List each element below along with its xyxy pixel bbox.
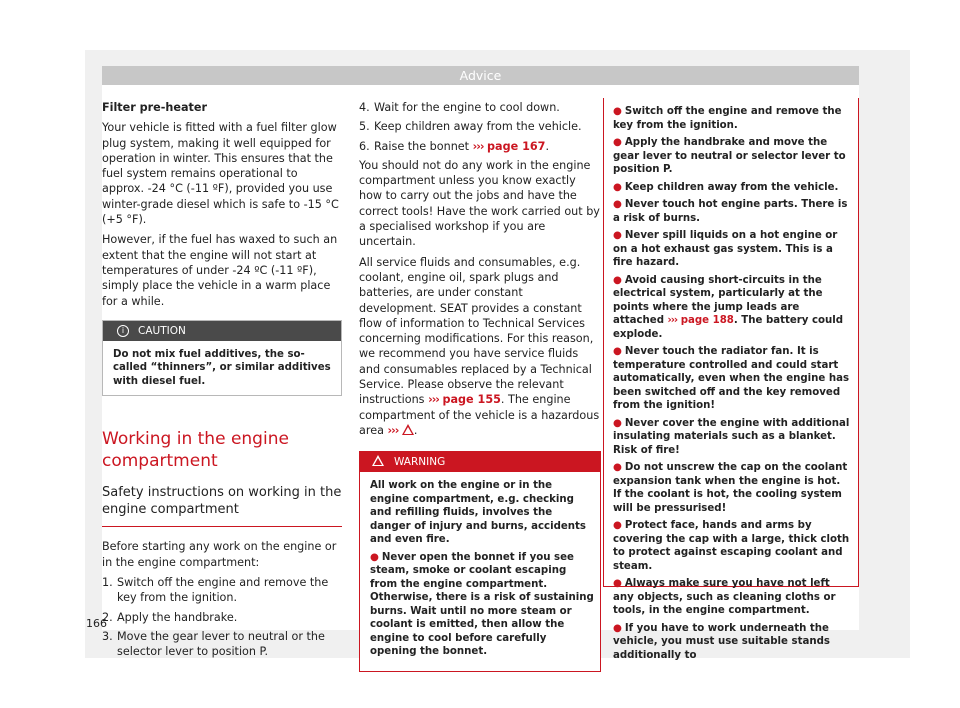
step-item: 3. Move the gear lever to neutral or the selector lever to position P. <box>102 629 325 659</box>
warning-body <box>360 472 600 671</box>
filter-heading: Filter pre-heater <box>102 101 207 114</box>
warning-bullet: ● Keep children away from the vehicle. <box>613 181 839 193</box>
bullet-icon: ● <box>613 520 622 531</box>
warning-triangle-icon[interactable] <box>402 424 414 435</box>
warning-bullet: ● Never touch the radiator fan. It is temperature controlled and could start automatically, even when the engine has been switched off and the key removed from the ignition! <box>613 346 850 411</box>
warning-bullet: ● Protect face, hands and arms by covering the cap with a large, thick cloth to protect against escaping coolant and steam. <box>613 520 850 572</box>
column-right <box>603 98 859 661</box>
page-link-155[interactable]: page 155 <box>442 393 501 407</box>
work-paragraph: You should not do any work in the engine compartment unless you know exactly how to carry out the jobs and have the correct tools! Have the work carried out by a specialised workshop if you are uncertain. <box>359 158 600 249</box>
warning-bullet: ● Avoid causing short-circuits in the electrical system, particularly at the points where the jump leads are attached ››› page 188. The battery could explode. <box>613 274 844 340</box>
bullet-icon: ● <box>613 417 622 429</box>
warning-bullet: ● Never open the bonnet if you see steam, smoke or coolant escaping from the engine compartment. Otherwise, there is a risk of sustaining burns. Wait until no more steam or coolant is emitted, then allow the engine to cool before carefully opening the bonnet. <box>370 551 594 658</box>
page-ref-arrows: ››› <box>428 393 439 407</box>
step-item: 2. Apply the handbrake. <box>102 610 238 624</box>
warning-bullet: ● Apply the handbrake and move the gear lever to neutral or selector lever to position P. <box>613 137 846 175</box>
warning-bullet: ● If you have to work underneath the vehicle, you must use suitable stands additionally to <box>613 622 830 661</box>
bullet-icon: ● <box>613 346 622 357</box>
step-item: 4. Wait for the engine to cool down. <box>359 101 560 114</box>
warning-box <box>359 451 601 672</box>
section-title: Working in the engine compartment <box>102 429 289 472</box>
bullet-icon: ● <box>613 137 622 148</box>
bullet-icon: ● <box>613 462 622 473</box>
filter-paragraph-1: Your vehicle is fitted with a fuel filter glow plug system, making it well equipped for operation in winter. This ensures that the fuel system remains operational to approx. -24 °C (-11 ºF), provided you use winter-grade diesel which is safe to -15 °C (+5 °F). <box>102 121 339 227</box>
bullet-icon: ● <box>370 551 379 563</box>
warning-bullet: ● Do not unscrew the cap on the coolant expansion tank when the engine is hot. If the coolant is hot, the cooling system will be pressurised! <box>613 462 848 514</box>
bullet-icon: ● <box>613 199 622 210</box>
page-ref-arrows: ››› <box>472 139 484 153</box>
caution-header <box>103 321 341 341</box>
page-link-188[interactable]: page 188 <box>680 315 734 326</box>
bullet-icon: ● <box>613 622 622 634</box>
page-link-167[interactable]: page 167 <box>487 139 546 153</box>
caution-text: Do not mix fuel additives, the so-called “thinners”, or similar additives with diesel fuel. <box>113 348 331 387</box>
page-ref-arrows: ››› <box>387 423 399 437</box>
intro-text: Before starting any work on the engine or in the engine compartment: <box>102 540 337 569</box>
warning-header <box>360 452 600 472</box>
bullet-icon: ● <box>613 230 622 241</box>
step-item: 6. Raise the bonnet ››› page 167. <box>359 139 550 153</box>
info-icon: i <box>117 325 129 337</box>
bullet-icon: ● <box>613 578 622 589</box>
bullet-icon: ● <box>613 274 622 286</box>
warning-bullet: ● Always make sure you have not left any objects, such as cleaning cloths or tools, in the engine compartment. <box>613 578 836 616</box>
subsection-title: Safety instructions on working in the engine compartment <box>102 484 342 527</box>
steps-list-2 <box>359 100 601 154</box>
column-left <box>102 100 342 663</box>
step-item: 5. Keep children away from the vehicle. <box>359 120 582 134</box>
bullet-icon: ● <box>613 181 622 193</box>
step-item: 1. Switch off the engine and remove the key from the ignition. <box>102 575 329 605</box>
warning-bullet: ● Never spill liquids on a hot engine or on a hot exhaust gas system. This is a fire hazard. <box>613 230 838 268</box>
warning-bullet: ● Switch off the engine and remove the key from the ignition. <box>613 106 842 131</box>
filter-paragraph-2: However, if the fuel has waxed to such an extent that the engine will not start at temperatures of under -24 ºC (-11 ºF), simply place the vehicle in a warm place for a while. <box>102 233 338 308</box>
warning-label: WARNING <box>394 456 446 469</box>
warning-intro: All work on the engine or in the engine compartment, e.g. checking and refilling fluids, involves the danger of injury and burns, accidents and even fire. <box>370 480 586 546</box>
page-ref-arrows: ››› <box>667 315 678 326</box>
warning-bullet: ● Never touch hot engine parts. There is a risk of burns. <box>613 199 848 224</box>
page-number: 166 <box>86 617 107 630</box>
bullet-icon: ● <box>613 106 622 117</box>
column-middle <box>359 100 601 672</box>
caution-label: CAUTION <box>138 324 186 337</box>
warning-triangle-icon <box>372 455 384 466</box>
steps-list-1 <box>102 575 342 659</box>
caution-box <box>102 320 342 397</box>
warning-continued-box <box>603 98 859 661</box>
warning-bullet: ● Never cover the engine with additional insulating materials such as a blanket. Risk of fire! <box>613 417 850 456</box>
section-header: Advice <box>102 66 859 85</box>
fluids-paragraph: All service fluids and consumables, e.g. coolant, engine oil, spark plugs and batteries, are under constant development. SEAT provides a constant flow of information to Technical Services concerning modifications. For this reason, we recommend you have service fluids and consumables replaced by a Technical Service. Please observe the relevant instructions ››› page 155. The engine compartment of the vehicle is a hazardous area ››› . <box>359 255 600 437</box>
